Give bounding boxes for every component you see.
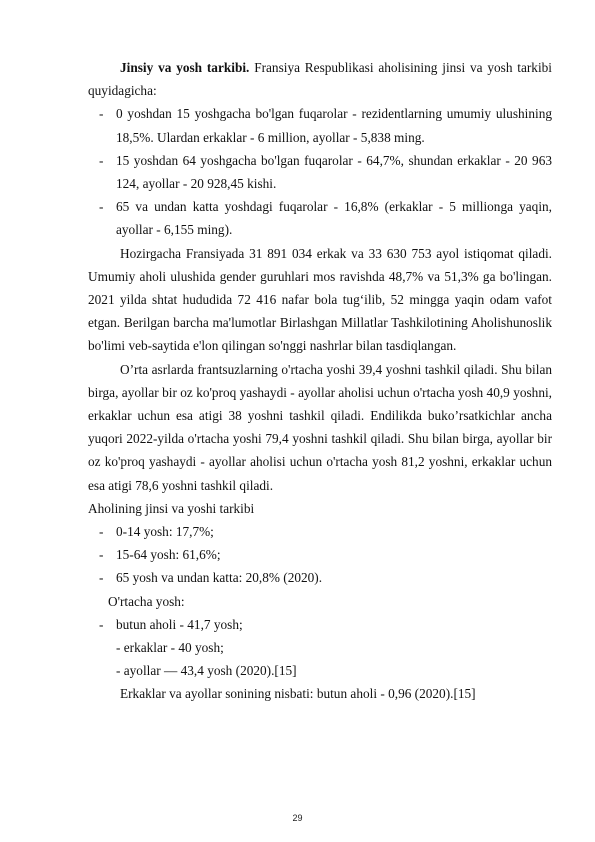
page-number: 29 bbox=[292, 813, 303, 823]
list-item-text: 0-14 yosh: 17,7%; bbox=[116, 524, 214, 540]
list-item-text: 65 yosh va undan katta: 20,8% (2020). bbox=[116, 570, 323, 586]
intro-paragraph bbox=[88, 56, 552, 102]
list-item: - 15 yoshdan 64 yoshgacha bo'lgan fuqarolar - 64,7%, shundan erkaklar - 20 963 124, ayollar - 20 928,45 kishi. bbox=[99, 152, 552, 192]
list-item-text: 15 yoshdan 64 yoshgacha bo'lgan fuqarolar - 64,7%, shundan erkaklar - 20 963 124, ayollar - 20 928,45 kishi. bbox=[116, 152, 552, 192]
list-item-text: 0 yoshdan 15 yoshgacha bo'lgan fuqarolar - rezidentlarning umumiy ulushining 18,5%. Ulardan erkaklar - 6 million, ayollar - 5,838 ming. bbox=[116, 106, 552, 145]
median-age-paragraph: O’rta asrlarda frantsuzlarning o'rtacha yoshi 39,4 yoshni tashkil qiladi. Shu bilan birga, ayollar bir oz ko'proq yashaydi - ayollar aholisi uchun o'rtacha yosh 40,9 yoshni, erkaklar uchun esa atigi 38 yoshni tashkil qiladi. Endilikda buko’rsatkichlar ancha yuqori 2022-yilda o'rtacha yoshi 79,4 yoshni tashkil qiladi. Shu bilan birga, ayollar bir oz ko'proq yashaydi - ayollar aholisi uchun o'rtacha yosh 81,2 yoshni, erkaklar uchun esa atigi 78,6 yoshni tashkil qiladi. bbox=[88, 361, 552, 493]
list-item: - 65 va undan katta yoshdagi fuqarolar - 16,8% (erkaklar - 5 millionga yaqin, ayollar - 6,155 ming). bbox=[99, 199, 552, 238]
list-item-text: butun aholi - 41,7 yosh; bbox=[116, 616, 243, 632]
section-heading: Aholining jinsi va yoshi tarkibi bbox=[88, 500, 255, 516]
page-content bbox=[88, 56, 552, 706]
intro-text: Fransiya Respublikasi aholisining jinsi va yosh tarkibi quyidagicha: bbox=[88, 60, 552, 99]
list-item: - 65 yosh va undan katta: 20,8% (2020). bbox=[99, 570, 323, 586]
list-item: - 15-64 yosh: 61,6%; bbox=[99, 547, 221, 563]
list-item: - butun aholi - 41,7 yosh; bbox=[99, 616, 243, 632]
sub-list-item: - ayollar — 43,4 yosh (2020).[15] bbox=[116, 663, 297, 679]
list-item-text: 15-64 yosh: 61,6%; bbox=[116, 547, 221, 563]
median-age-label: O'rtacha yosh: bbox=[108, 593, 185, 609]
section-lead: Jinsiy va yosh tarkibi. bbox=[120, 60, 250, 75]
sex-ratio-line: Erkaklar va ayollar sonining nisbati: butun aholi - 0,96 (2020).[15] bbox=[120, 686, 476, 702]
list-item: - 0 yoshdan 15 yoshgacha bo'lgan fuqarolar - rezidentlarning umumiy ulushining 18,5%. Ulardan erkaklar - 6 million, ayollar - 5,838 ming. bbox=[99, 106, 552, 145]
population-paragraph: Hozirgacha Fransiyada 31 891 034 erkak va 33 630 753 ayol istiqomat qiladi. Umumiy aholi ulushida gender guruhlari mos ravishda 48,7% va 51,3% ga bo'lingan. 2021 yilda shtat hududida 72 416 nafar bola tug‘ilib, 52 mingga yaqin odam vafot etgan. Berilgan barcha ma'lumotlar Birlashgan Millatlar Tashkilotining Aholishunoslik bo'limi veb-saytida e'lon qilingan so'nggi nashrlar bilan tasdiqlangan. bbox=[88, 245, 552, 354]
list-item: - 0-14 yosh: 17,7%; bbox=[99, 524, 214, 540]
sub-list-item: - erkaklar - 40 yosh; bbox=[116, 640, 224, 656]
list-item-text: 65 va undan katta yoshdagi fuqarolar - 16,8% (erkaklar - 5 millionga yaqin, ayollar - 6,155 ming). bbox=[116, 199, 552, 238]
